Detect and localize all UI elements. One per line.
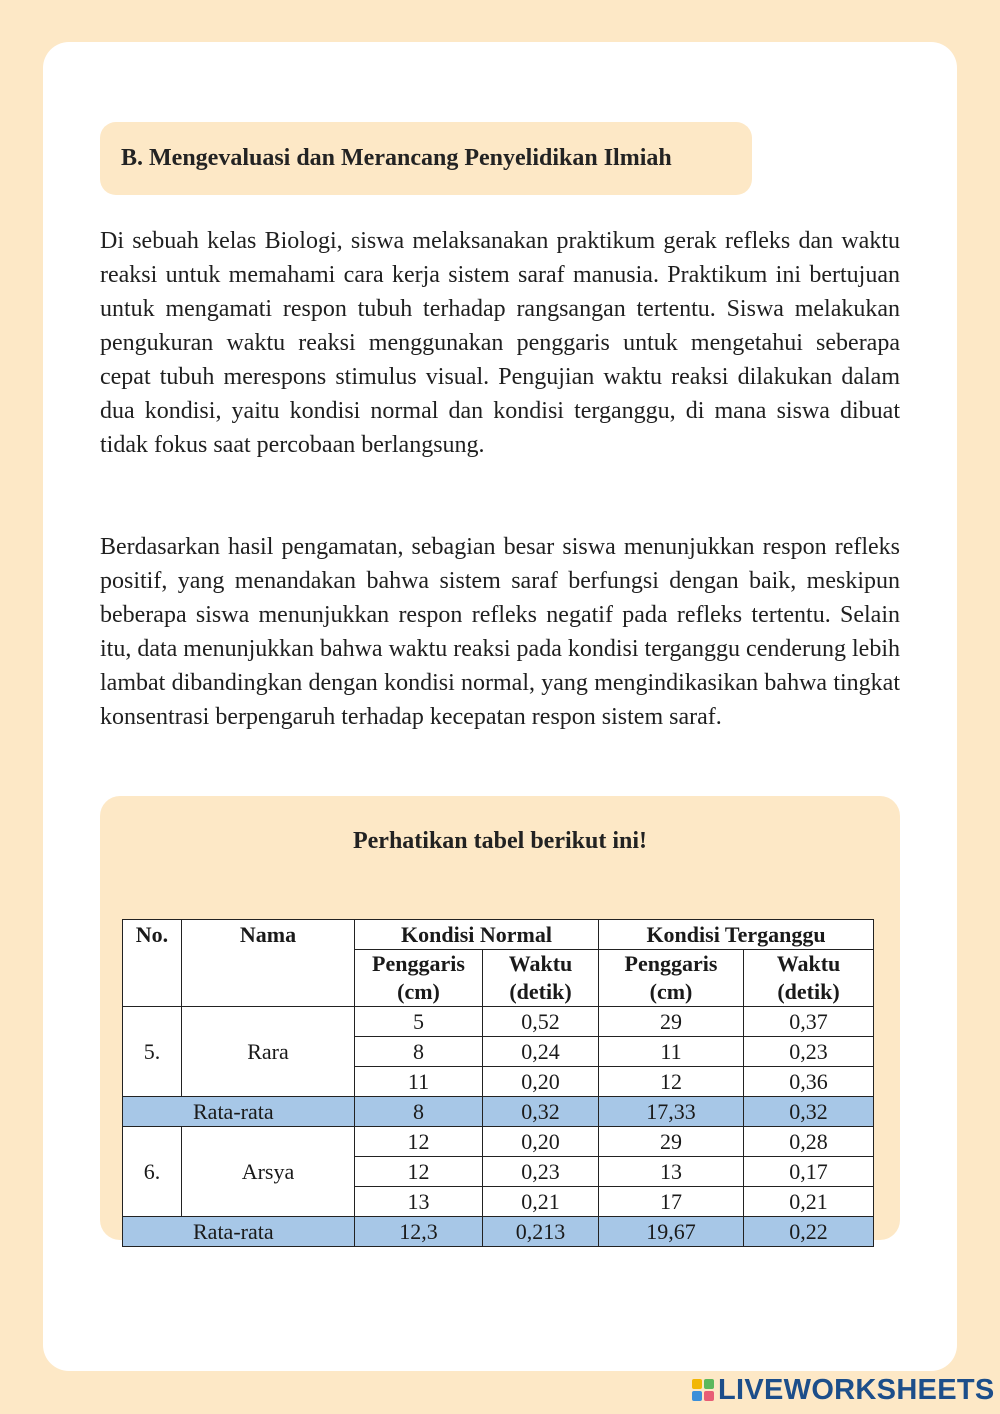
avg-waktu-terganggu: 0,22 — [744, 1217, 874, 1247]
header-penggaris-normal — [355, 950, 483, 1007]
cell-penggaris-normal: 12 — [355, 1157, 483, 1187]
avg-penggaris-terganggu: 19,67 — [599, 1217, 744, 1247]
header-waktu-terganggu — [744, 950, 874, 1007]
logo-square — [704, 1391, 714, 1401]
avg-waktu-terganggu: 0,32 — [744, 1097, 874, 1127]
cell-waktu-terganggu: 0,21 — [744, 1187, 874, 1217]
cell-waktu-normal: 0,23 — [483, 1157, 599, 1187]
cell-waktu-terganggu: 0,28 — [744, 1127, 874, 1157]
student-name: Arsya — [182, 1127, 355, 1217]
average-label — [123, 1217, 355, 1247]
header-unit: (detik) — [509, 979, 572, 1004]
header-kondisi-terganggu: Kondisi Terganggu — [599, 920, 874, 950]
header-unit: (cm) — [397, 979, 440, 1004]
cell-penggaris-terganggu: 29 — [599, 1007, 744, 1037]
cell-penggaris-terganggu: 17 — [599, 1187, 744, 1217]
cell-penggaris-normal: 5 — [355, 1007, 483, 1037]
paragraph-observation: Berdasarkan hasil pengamatan, sebagian besar siswa menunjukkan respon refleks positif, yang menandakan bahwa sistem saraf berfungsi dengan baik, meskipun beberapa siswa menunjukkan respon refleks negatif pada refleks tertentu. Selain itu, data menunjukkan bahwa waktu reaksi pada kondisi terganggu cenderung lebih lambat dibandingkan dengan kondisi normal, yang mengindikasikan bahwa tingkat konsentrasi berpengaruh terhadap kecepatan respon sistem saraf. — [100, 534, 900, 730]
avg-penggaris-normal: 8 — [355, 1097, 483, 1127]
logo-square — [692, 1391, 702, 1401]
average-label-text: Rata-rata — [193, 1099, 274, 1124]
cell-waktu-terganggu: 0,37 — [744, 1007, 874, 1037]
header-row-top — [123, 920, 874, 950]
cell-penggaris-normal: 12 — [355, 1127, 483, 1157]
table-title: Perhatikan tabel berikut ini! — [352, 828, 647, 854]
liveworksheets-logo-icon — [692, 1379, 714, 1401]
header-label: Waktu — [776, 951, 841, 976]
data-table — [122, 919, 874, 1247]
header-nama: Nama — [182, 920, 355, 1007]
header-label: Waktu — [508, 951, 573, 976]
cell-penggaris-normal: 13 — [355, 1187, 483, 1217]
logo-square — [704, 1379, 714, 1389]
cell-penggaris-normal: 11 — [355, 1067, 483, 1097]
row-number: 5. — [123, 1007, 182, 1097]
row-number: 6. — [123, 1127, 182, 1217]
average-label — [123, 1097, 355, 1127]
header-unit: (cm) — [649, 979, 693, 1004]
header-penggaris-terganggu — [599, 950, 744, 1007]
logo-square — [692, 1379, 702, 1389]
average-label-text: Rata-rata — [193, 1219, 274, 1244]
cell-waktu-terganggu: 0,23 — [744, 1037, 874, 1067]
average-row — [123, 1097, 874, 1127]
cell-waktu-normal: 0,20 — [483, 1127, 599, 1157]
header-waktu-normal — [483, 950, 599, 1007]
logo-text: LIVEWORKSHEETS — [718, 1373, 995, 1406]
paragraph-intro: Di sebuah kelas Biologi, siswa melaksanakan praktikum gerak refleks dan waktu reaksi untuk memahami cara kerja sistem saraf manusia. Praktikum ini bertujuan untuk mengamati respon tubuh terhadap rangsangan tertentu. Siswa melakukan pengukuran waktu reaksi menggunakan penggaris untuk mengetahui seberapa cepat tubuh merespons stimulus visual. Pengujian waktu reaksi dilakukan dalam dua kondisi, yaitu kondisi normal dan kondisi terganggu, di mana siswa dibuat tidak fokus saat percobaan berlangsung. — [100, 228, 900, 458]
cell-penggaris-terganggu: 12 — [599, 1067, 744, 1097]
cell-waktu-normal: 0,21 — [483, 1187, 599, 1217]
table-wrapper — [122, 919, 873, 1247]
average-row — [123, 1217, 874, 1247]
worksheet-page — [43, 42, 957, 1371]
avg-waktu-normal: 0,213 — [483, 1217, 599, 1247]
section-heading: B. Mengevaluasi dan Merancang Penyelidikan Ilmiah — [121, 145, 672, 171]
header-unit: (detik) — [777, 979, 840, 1004]
cell-waktu-terganggu: 0,36 — [744, 1067, 874, 1097]
student-name: Rara — [182, 1007, 355, 1097]
header-label: Penggaris — [372, 951, 465, 976]
cell-penggaris-normal: 8 — [355, 1037, 483, 1067]
table-row — [123, 1007, 874, 1037]
avg-penggaris-normal: 12,3 — [355, 1217, 483, 1247]
header-no: No. — [123, 920, 182, 1007]
table-box — [100, 796, 900, 1244]
cell-waktu-normal: 0,52 — [483, 1007, 599, 1037]
table-row — [123, 1127, 874, 1157]
cell-penggaris-terganggu: 29 — [599, 1127, 744, 1157]
header-kondisi-normal: Kondisi Normal — [355, 920, 599, 950]
header-label: Penggaris — [624, 951, 718, 976]
cell-penggaris-terganggu: 11 — [599, 1037, 744, 1067]
section-heading-box — [100, 122, 752, 195]
avg-penggaris-terganggu: 17,33 — [599, 1097, 744, 1127]
liveworksheets-logo[interactable] — [692, 1374, 995, 1406]
cell-waktu-normal: 0,24 — [483, 1037, 599, 1067]
cell-waktu-terganggu: 0,17 — [744, 1157, 874, 1187]
cell-waktu-normal: 0,20 — [483, 1067, 599, 1097]
avg-waktu-normal: 0,32 — [483, 1097, 599, 1127]
cell-penggaris-terganggu: 13 — [599, 1157, 744, 1187]
